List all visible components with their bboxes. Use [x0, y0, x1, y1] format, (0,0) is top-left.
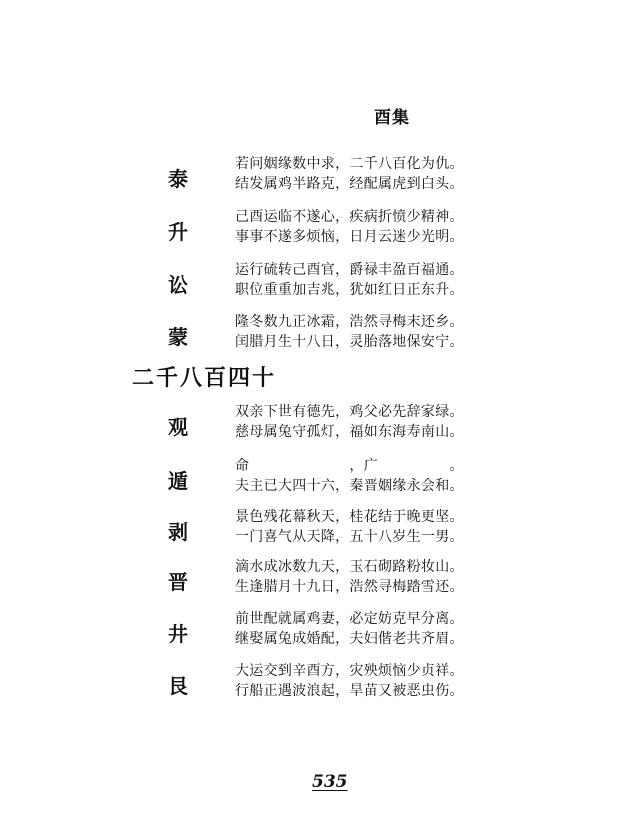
- entry-line: 命 ，广 。: [235, 458, 464, 474]
- entry-name: 井: [168, 622, 188, 646]
- entry-line: 职位重重加吉兆，犹如红日正东升。: [235, 282, 464, 298]
- section-heading: 二千八百四十: [132, 365, 277, 391]
- entry-name: 讼: [168, 273, 188, 297]
- entry-line: 运行硫转己酉官，爵禄丰盈百福通。: [235, 262, 464, 278]
- entry: [0, 311, 640, 351]
- entry-name: 艮: [168, 674, 188, 698]
- entry: [0, 506, 640, 546]
- entry: [0, 259, 640, 299]
- entry-line: 若问姻缘数中求，二千八百化为仇。: [235, 156, 464, 172]
- entry-line: 隆冬数九正冰霜，浩然寻梅末还乡。: [235, 314, 464, 330]
- entry: [0, 401, 640, 441]
- entry-line: 双亲下世有德先，鸡父必先辞家绿。: [235, 404, 464, 420]
- entry-name: 泰: [168, 167, 188, 191]
- entry-line: 夫主已大四十六，秦晋姻缘永会和。: [235, 478, 464, 494]
- entry-line: 继娶属兔成婚配，夫妇偕老共齐眉。: [235, 631, 464, 647]
- entry-line: 大运交到辛酉方，灾殃烦恼少贞祥。: [235, 663, 464, 679]
- entry: [0, 608, 640, 648]
- entry: [0, 455, 640, 495]
- entry: [0, 153, 640, 193]
- entry-line: 一门喜气从天降，五十八岁生一男。: [235, 529, 464, 545]
- entry-line: 事事不遂多烦恼，日月云迷少光明。: [235, 229, 464, 245]
- entry-line: 生逢腊月十九日，浩然寻梅踏雪还。: [235, 579, 464, 595]
- entry-line: 前世配就属鸡妻，必定妨克早分离。: [235, 611, 464, 627]
- entry: [0, 660, 640, 700]
- entry-name: 观: [168, 415, 188, 439]
- entry-line: 己酉运临不遂心，疾病折愤少精神。: [235, 209, 464, 225]
- page-number: 535: [312, 772, 348, 792]
- entry-name: 升: [168, 220, 188, 244]
- entry-line: 闰腊月生十八日，灵胎落地保安宁。: [235, 334, 464, 350]
- entry-name: 晋: [168, 570, 188, 594]
- entry-name: 剥: [168, 520, 188, 544]
- page-header-title: 酉集: [374, 108, 410, 128]
- entry-line: 结发属鸡半路克，经配属虎到白头。: [235, 176, 464, 192]
- entry-name: 蒙: [168, 325, 188, 349]
- entry-line: 行船正遇波浪起，旱苗又被恶虫伤。: [235, 683, 464, 699]
- entry: [0, 556, 640, 596]
- entry-name: 遁: [168, 469, 188, 493]
- entry-line: 滴水成冰数九天，玉石砌路粉妆山。: [235, 559, 464, 575]
- entry: [0, 206, 640, 246]
- entry-line: 景色残花幕秋天，桂花结于晚更坚。: [235, 509, 464, 525]
- entry-line: 慈母属兔守孤灯，福如东海寿南山。: [235, 424, 464, 440]
